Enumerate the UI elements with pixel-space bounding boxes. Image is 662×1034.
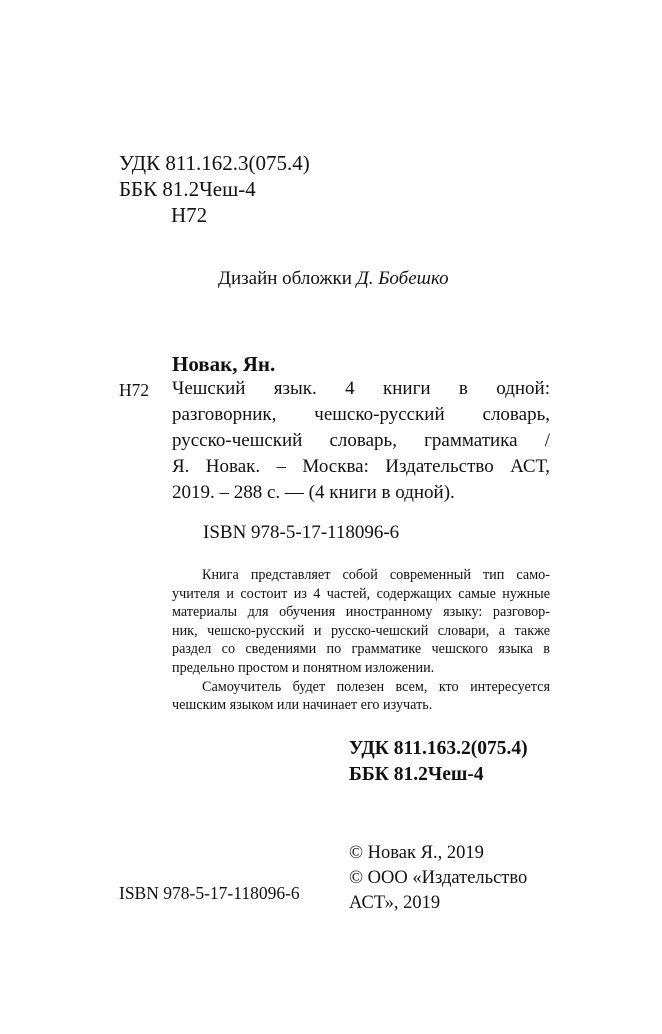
bib-line: Я. Новак. – Москва: Издательство АСТ, [172,456,550,477]
copyright-publisher: © ООО «Издательство [349,868,528,888]
copyright-publisher-year: АСТ», 2019 [349,893,441,913]
annotation-line: материалы для обучения иностранному языку: разговор- [172,604,550,621]
annotation-line: предельно простом и понятном изложении. [172,659,435,676]
bibliographic-description [172,376,550,506]
annotation-line: Книга представляет собой современный тип само- [202,567,550,583]
bib-line: разговорник, чешско-русский словарь, [172,404,550,425]
annotation-line: раздел со сведениями по грамматике чешского языка в [172,641,550,658]
annotation-line: ник, чешско-русский и русско-чешский словари, а также [172,622,550,639]
bottom-udk-code: УДК 811.163.2(075.4) [349,738,528,759]
top-author-sign: Н72 [171,203,208,227]
cover-design-label: Дизайн обложки [218,268,357,289]
cover-designer-name: Д. Бобешко [356,268,449,289]
cover-design-credit [218,266,449,292]
bib-line: 2019. – 288 с. — (4 книги в одной). [172,482,455,503]
bottom-isbn: ISBN 978-5-17-118096-6 [119,883,300,903]
bottom-bbk-code: ББК 81.2Чеш-4 [349,764,484,785]
author-heading: Новак, Ян. [172,352,276,376]
annotation-line: Самоучитель будет полезен всем, кто интересуется [202,678,550,695]
annotation-line: чешским языком или начинает его изучать. [172,697,433,714]
copyright-author: © Новак Я., 2019 [349,843,484,863]
top-udk-code: УДК 811.162.3(075.4) [119,151,310,175]
annotation [172,566,550,715]
bib-line: русско-чешский словарь, грамматика / [172,430,550,451]
top-bbk-code: ББК 81.2Чеш-4 [119,177,256,201]
annotation-line: учителя и состоит из 4 частей, содержащих самые нужные [172,585,550,602]
left-author-sign: Н72 [119,380,150,400]
bib-line: Чешский язык. 4 книги в одной: [172,378,550,399]
record-isbn: ISBN 978-5-17-118096-6 [203,522,400,543]
